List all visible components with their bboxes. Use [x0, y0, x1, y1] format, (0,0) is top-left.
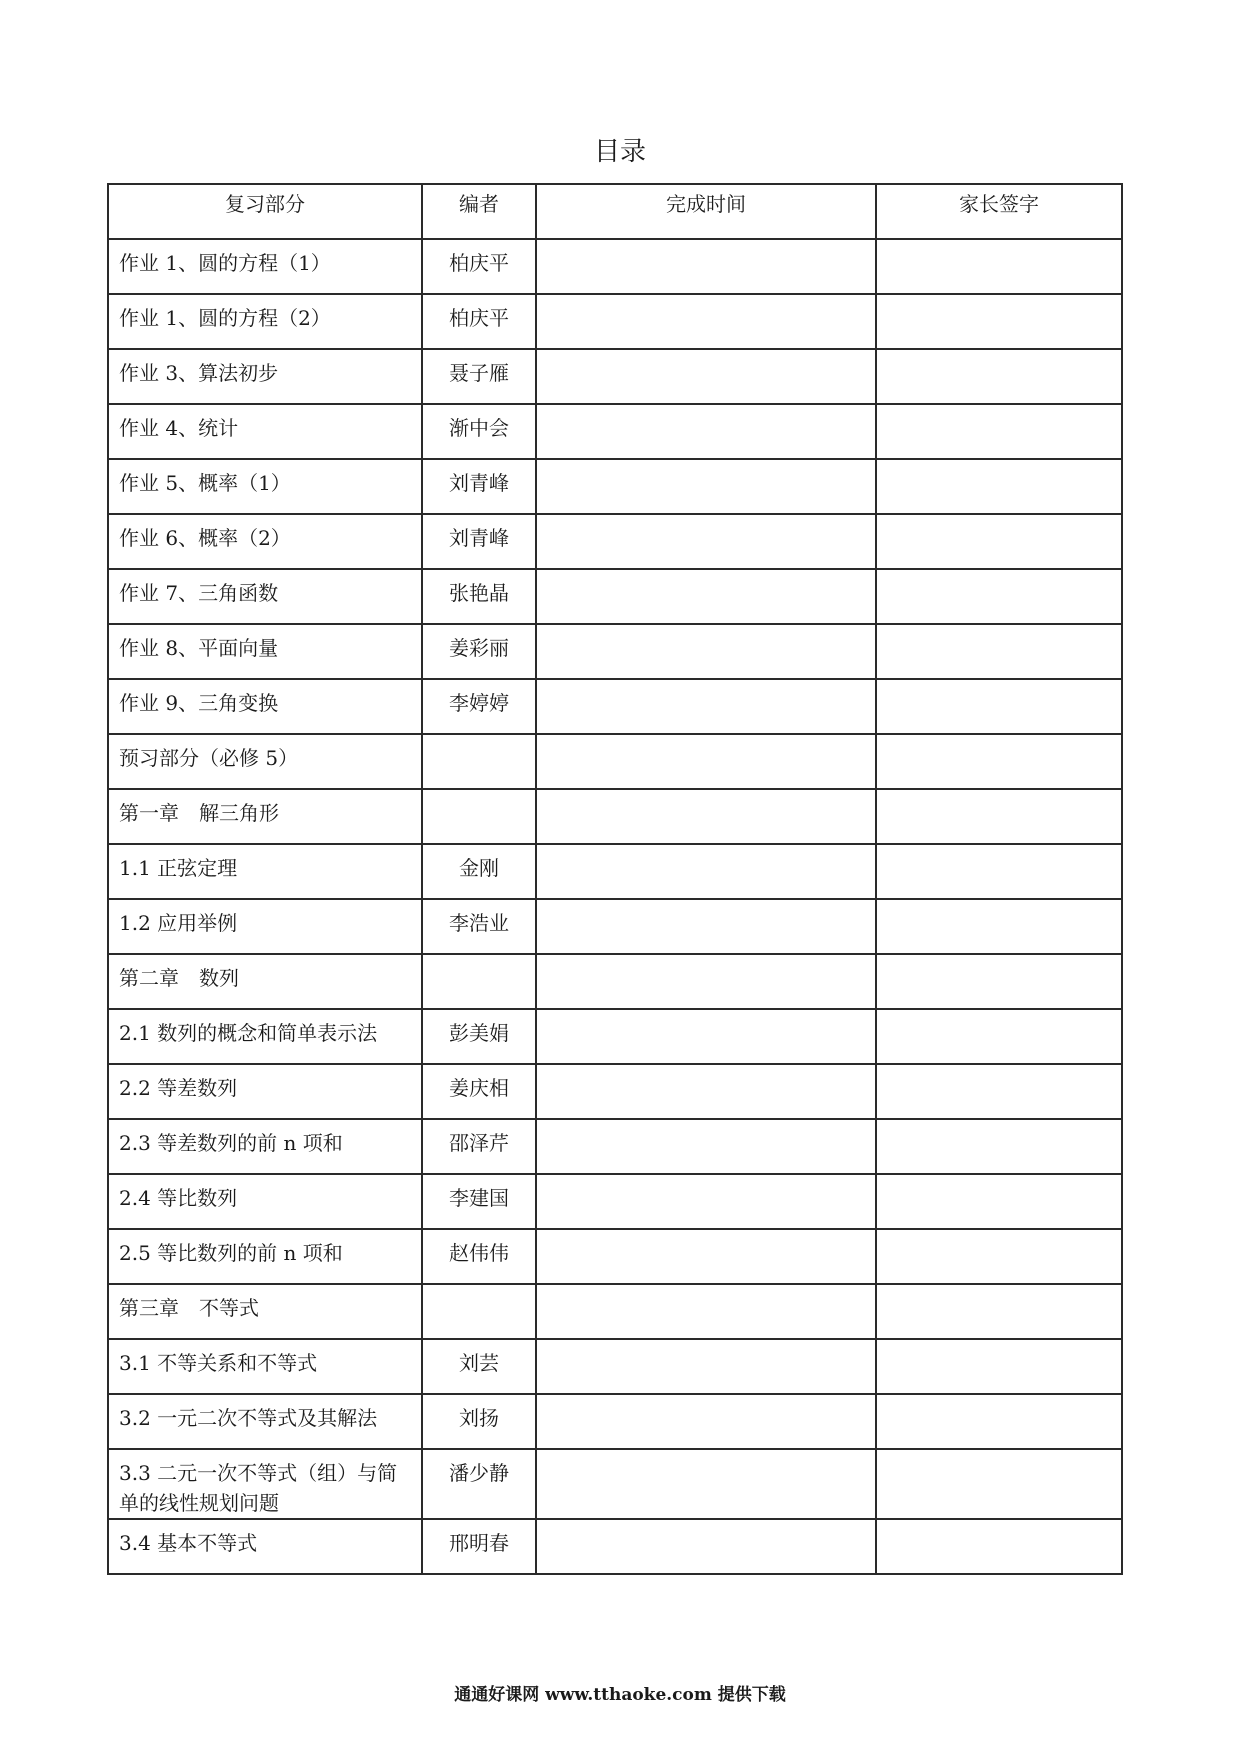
editor-cell: 李建国 [422, 1174, 536, 1229]
completion-time-cell[interactable] [536, 404, 876, 459]
editor-cell: 赵伟伟 [422, 1229, 536, 1284]
table-row [108, 1064, 1122, 1119]
parent-signature-cell[interactable] [876, 899, 1122, 954]
parent-signature-cell[interactable] [876, 1284, 1122, 1339]
completion-time-cell[interactable] [536, 1229, 876, 1284]
editor-cell: 柏庆平 [422, 239, 536, 294]
completion-time-cell[interactable] [536, 1174, 876, 1229]
completion-time-cell[interactable] [536, 679, 876, 734]
header-parent-signature: 家长签字 [876, 184, 1122, 239]
parent-signature-cell[interactable] [876, 844, 1122, 899]
editor-cell: 张艳晶 [422, 569, 536, 624]
editor-cell: 李婷婷 [422, 679, 536, 734]
table-row [108, 734, 1122, 789]
completion-time-cell[interactable] [536, 239, 876, 294]
editor-cell: 刘青峰 [422, 459, 536, 514]
table-row [108, 954, 1122, 1009]
table-row [108, 1229, 1122, 1284]
completion-time-cell[interactable] [536, 954, 876, 1009]
table-row [108, 1009, 1122, 1064]
footer-credit: 通通好课网 www.tthaoke.com 提供下载 [454, 1685, 786, 1705]
editor-cell: 彭美娟 [422, 1009, 536, 1064]
parent-signature-cell[interactable] [876, 679, 1122, 734]
parent-signature-cell[interactable] [876, 1229, 1122, 1284]
parent-signature-cell[interactable] [876, 789, 1122, 844]
editor-cell: 潘少静 [422, 1449, 536, 1519]
parent-signature-cell[interactable] [876, 294, 1122, 349]
table-row [108, 514, 1122, 569]
completion-time-cell[interactable] [536, 569, 876, 624]
section-cell: 2.2 等差数列 [108, 1064, 422, 1119]
table-row [108, 1449, 1122, 1519]
completion-time-cell[interactable] [536, 514, 876, 569]
table-row [108, 844, 1122, 899]
chapter-cell: 第三章 不等式 [108, 1284, 422, 1339]
completion-time-cell[interactable] [536, 844, 876, 899]
table-row [108, 679, 1122, 734]
header-editor: 编者 [422, 184, 536, 239]
parent-signature-cell[interactable] [876, 349, 1122, 404]
table-header-row [108, 184, 1122, 239]
table-row [108, 239, 1122, 294]
completion-time-cell[interactable] [536, 1339, 876, 1394]
table-row [108, 1519, 1122, 1574]
section-cell: 2.5 等比数列的前 n 项和 [108, 1229, 422, 1284]
parent-signature-cell[interactable] [876, 734, 1122, 789]
editor-cell [422, 1284, 536, 1339]
parent-signature-cell[interactable] [876, 514, 1122, 569]
table-row [108, 789, 1122, 844]
completion-time-cell[interactable] [536, 1519, 876, 1574]
editor-cell: 刘芸 [422, 1339, 536, 1394]
section-cell: 3.4 基本不等式 [108, 1519, 422, 1574]
completion-time-cell[interactable] [536, 1009, 876, 1064]
toc-table [107, 183, 1123, 1575]
completion-time-cell[interactable] [536, 1284, 876, 1339]
table-row [108, 569, 1122, 624]
completion-time-cell[interactable] [536, 294, 876, 349]
completion-time-cell[interactable] [536, 1449, 876, 1519]
page-title: 目录 [593, 137, 646, 167]
section-cell: 3.3 二元一次不等式（组）与简单的线性规划问题 [108, 1449, 422, 1519]
completion-time-cell[interactable] [536, 349, 876, 404]
section-cell: 作业 7、三角函数 [108, 569, 422, 624]
table-row [108, 1394, 1122, 1449]
table-row [108, 1119, 1122, 1174]
table-row [108, 459, 1122, 514]
editor-cell: 邢明春 [422, 1519, 536, 1574]
table-row [108, 349, 1122, 404]
editor-cell: 刘扬 [422, 1394, 536, 1449]
table-row [108, 1284, 1122, 1339]
parent-signature-cell[interactable] [876, 1119, 1122, 1174]
parent-signature-cell[interactable] [876, 1449, 1122, 1519]
section-cell: 1.1 正弦定理 [108, 844, 422, 899]
section-cell: 2.1 数列的概念和简单表示法 [108, 1009, 422, 1064]
parent-signature-cell[interactable] [876, 954, 1122, 1009]
table-row [108, 1339, 1122, 1394]
table-row [108, 624, 1122, 679]
editor-cell [422, 789, 536, 844]
section-cell: 作业 5、概率（1） [108, 459, 422, 514]
table-row [108, 1174, 1122, 1229]
parent-signature-cell[interactable] [876, 459, 1122, 514]
table-row [108, 899, 1122, 954]
editor-cell: 金刚 [422, 844, 536, 899]
section-cell: 作业 9、三角变换 [108, 679, 422, 734]
section-heading-cell: 预习部分（必修 5） [108, 734, 422, 789]
editor-cell: 姜彩丽 [422, 624, 536, 679]
table-row [108, 404, 1122, 459]
header-completion-time: 完成时间 [536, 184, 876, 239]
parent-signature-cell[interactable] [876, 1174, 1122, 1229]
editor-cell: 渐中会 [422, 404, 536, 459]
section-cell: 作业 6、概率（2） [108, 514, 422, 569]
completion-time-cell[interactable] [536, 734, 876, 789]
completion-time-cell[interactable] [536, 624, 876, 679]
header-review-section: 复习部分 [108, 184, 422, 239]
section-cell: 2.3 等差数列的前 n 项和 [108, 1119, 422, 1174]
parent-signature-cell[interactable] [876, 404, 1122, 459]
completion-time-cell[interactable] [536, 1064, 876, 1119]
parent-signature-cell[interactable] [876, 1339, 1122, 1394]
completion-time-cell[interactable] [536, 459, 876, 514]
section-cell: 作业 8、平面向量 [108, 624, 422, 679]
parent-signature-cell[interactable] [876, 1519, 1122, 1574]
completion-time-cell[interactable] [536, 899, 876, 954]
chapter-cell: 第一章 解三角形 [108, 789, 422, 844]
section-cell: 作业 1、圆的方程（2） [108, 294, 422, 349]
editor-cell [422, 734, 536, 789]
editor-cell: 刘青峰 [422, 514, 536, 569]
completion-time-cell[interactable] [536, 1394, 876, 1449]
section-cell: 作业 4、统计 [108, 404, 422, 459]
section-cell: 2.4 等比数列 [108, 1174, 422, 1229]
parent-signature-cell[interactable] [876, 624, 1122, 679]
section-cell: 作业 3、算法初步 [108, 349, 422, 404]
editor-cell [422, 954, 536, 1009]
completion-time-cell[interactable] [536, 1119, 876, 1174]
editor-cell: 柏庆平 [422, 294, 536, 349]
section-cell: 3.1 不等关系和不等式 [108, 1339, 422, 1394]
parent-signature-cell[interactable] [876, 569, 1122, 624]
section-cell: 3.2 一元二次不等式及其解法 [108, 1394, 422, 1449]
editor-cell: 聂子雁 [422, 349, 536, 404]
section-cell: 作业 1、圆的方程（1） [108, 239, 422, 294]
parent-signature-cell[interactable] [876, 239, 1122, 294]
parent-signature-cell[interactable] [876, 1394, 1122, 1449]
editor-cell: 李浩业 [422, 899, 536, 954]
completion-time-cell[interactable] [536, 789, 876, 844]
chapter-cell: 第二章 数列 [108, 954, 422, 1009]
table-row [108, 294, 1122, 349]
editor-cell: 邵泽芹 [422, 1119, 536, 1174]
parent-signature-cell[interactable] [876, 1009, 1122, 1064]
parent-signature-cell[interactable] [876, 1064, 1122, 1119]
section-cell: 1.2 应用举例 [108, 899, 422, 954]
editor-cell: 姜庆相 [422, 1064, 536, 1119]
